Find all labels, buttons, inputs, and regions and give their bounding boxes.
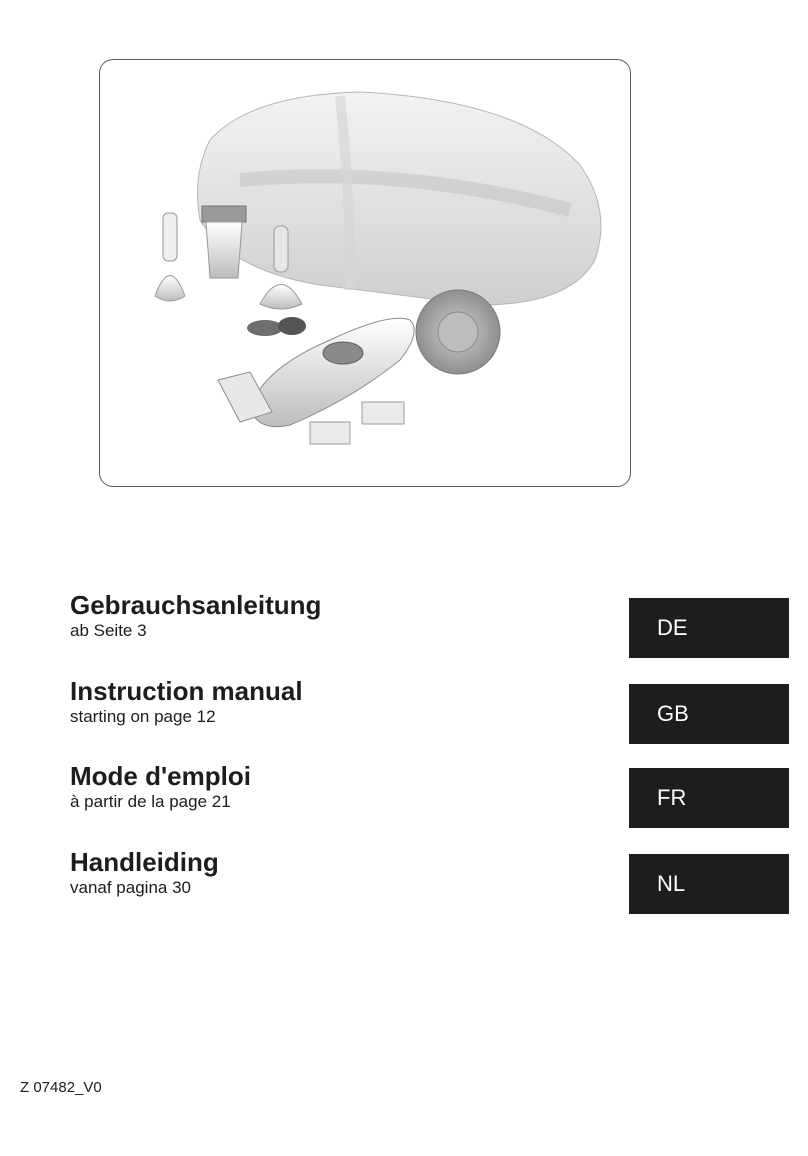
language-entry-de bbox=[70, 590, 321, 642]
language-code-badge: FR bbox=[629, 768, 789, 828]
language-subtitle: à partir de la page 21 bbox=[70, 792, 231, 811]
language-entry-fr bbox=[70, 761, 251, 813]
document-code: Z 07482_V0 bbox=[20, 1079, 102, 1096]
language-subtitle: starting on page 12 bbox=[70, 707, 216, 726]
language-title: Gebrauchsanleitung bbox=[70, 590, 322, 620]
language-code-badge: DE bbox=[629, 598, 789, 658]
language-title: Instruction manual bbox=[70, 676, 303, 706]
language-code-badge: NL bbox=[629, 854, 789, 914]
language-entry-nl bbox=[70, 847, 219, 899]
language-entry-gb bbox=[70, 676, 303, 728]
language-code-badge: GB bbox=[629, 684, 789, 744]
language-title: Mode d'emploi bbox=[70, 761, 251, 791]
language-subtitle: ab Seite 3 bbox=[70, 621, 147, 640]
language-subtitle: vanaf pagina 30 bbox=[70, 878, 191, 897]
product-photo bbox=[99, 59, 631, 487]
language-title: Handleiding bbox=[70, 847, 219, 877]
product-photo-icon bbox=[100, 60, 630, 486]
